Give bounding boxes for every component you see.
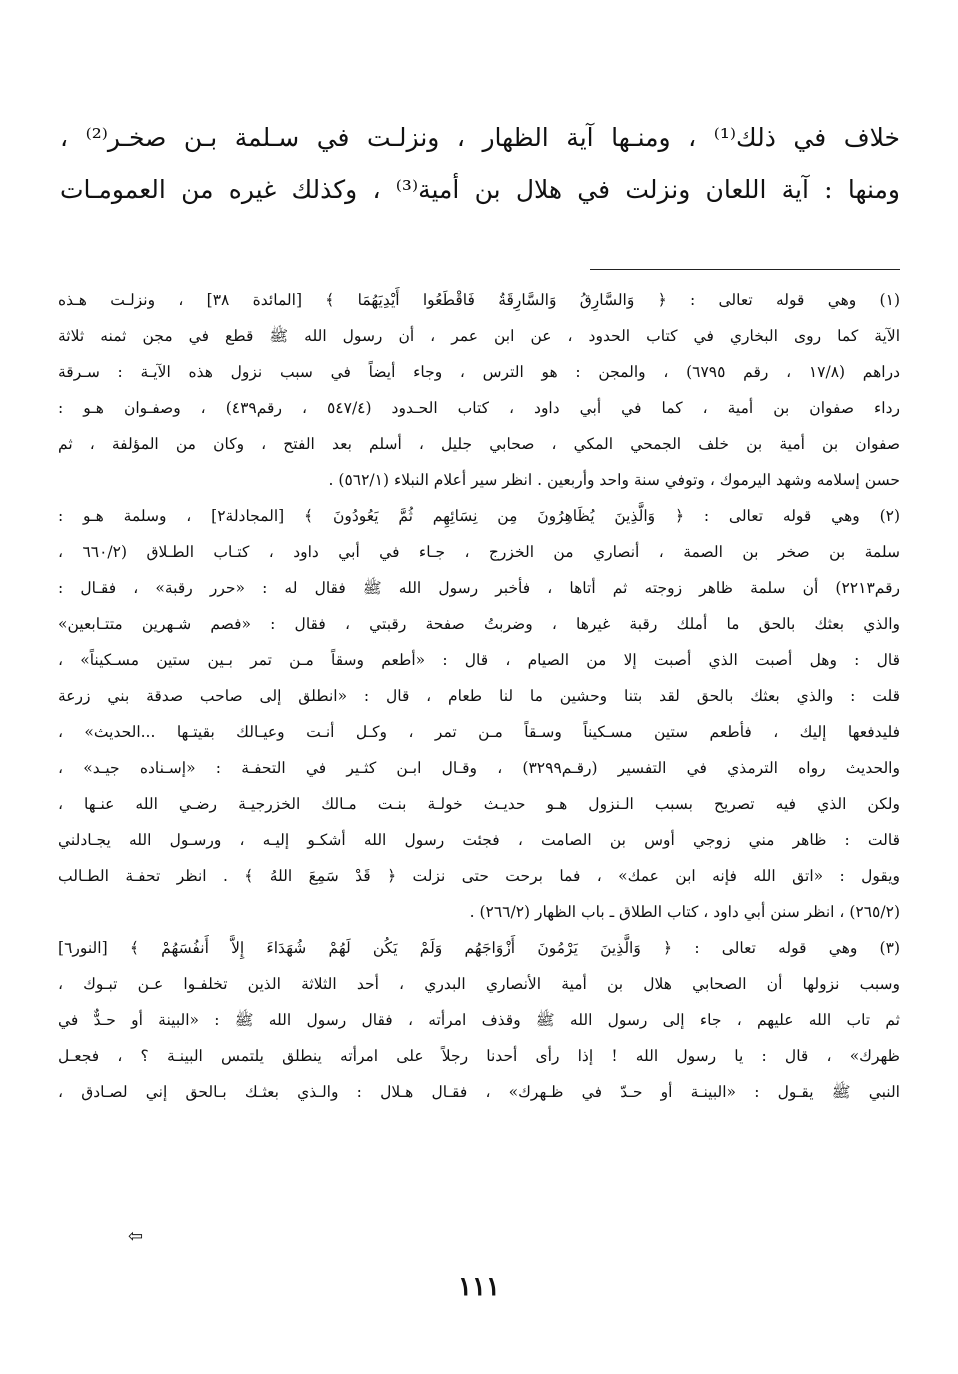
- main-text-line: خلاف في ذلك⁽¹⁾ ، ومنـها آية الظهار ، ونزلـت في سـلمة بـن صخـر⁽²⁾ ،: [60, 123, 900, 152]
- footnote-line: ويقول : «اتق الله فإنه ابن عمك» ، فما برحت حتى نزلت ﴿ قَدْ سَمِعَ اللهُ ﴾ . انظر تحفـة الطـالب: [58, 867, 900, 885]
- footnote-line: ظهرك» ، قال : يا رسول الله ! إذا رأى أحدنا رجلاً على امرأته ينطلق يلتمس البينـة ؟ ، فجعـل: [58, 1047, 900, 1065]
- footnote-line: فليدفعها إليك ، فأطعم ستين مسـكيناً وسـقاً مـن تمر ، وكـل أنـت وعيـالك بقيتـها ...الحديث» ،: [58, 723, 900, 741]
- footnote-line: الآية كما روى البخاري في كتاب الحدود ، عن ابن عمر ، أن رسول الله ﷺ قطع في مجن ثمنه ثلاثة: [58, 327, 900, 345]
- footnote-line: النبي ﷺ يقـول : «البينـة أو حـدّ في ظـهرك» ، فقـال هـلال : والـذي بعثـك بـالحق إني لصـادق ،: [58, 1083, 900, 1101]
- page-number: ١١١: [458, 1272, 500, 1302]
- footnote-line: ولكن الذي فيه تصريح بسبب الـنزول هـو حديـث خولـة بنـت مـالك الخزرجيـة رضـي الله عنـها ،: [58, 795, 900, 813]
- continued-arrow-icon: ⇦: [128, 1226, 144, 1247]
- footnote-line: دراهم (١٧/٨ ، رقم ٦٧٩٥) ، والمجن : هو الترس ، وجاء أيضاً في سبب نزول هذه الآيـة : سـرقة: [58, 363, 900, 381]
- main-text-line: ومنها : آية اللعان ونزلت في هلال بن أمية⁽³⁾ ، وكذلك غيره من العمومـات: [60, 175, 900, 204]
- footnote-line: سلمة بن صخر بن الصمة ، أنصاري من الخزرج ، جـاء في أبي داود ، كتـاب الطـلاق (٦٦٠/٢ ،: [58, 543, 900, 561]
- footnote-line: رداء صفوان بن أمية ، كما في أبي داود ، كتاب الحـدود (٥٤٧/٤ ، رقم٤٣٩) ، وصفـوان هـو :: [58, 399, 900, 417]
- footnote-separator: [590, 269, 900, 270]
- footnotes: [58, 282, 900, 1110]
- footnote-line: (٣) وهي قوله تعالى : ﴿ وَالَّذِينَ يَرْمُونَ أَزْوَاجَهُم وَلَمْ يَكُن لَهُمْ شُهَدَاءَ إِلاَّ أَنفُسَهُمْ ﴾ [النور٦]: [58, 939, 900, 957]
- footnote-line: قالت : ظاهر مني زوجي أوس بن الصامت ، فجئت رسول الله أشكـو إليـه ، ورسـول الله يجـادلني: [58, 831, 900, 849]
- footnote-line: حسن إسلامه وشهد اليرموك ، وتوفي سنة واحد وأربعين . انظر سير أعلام النبلاء (٥٦٢/١) .: [328, 471, 900, 489]
- footnote-line: (٢٦٥/٢) ، انظر سنن أبي داود ، كتاب الطلاق ـ باب الظهار (٢٦٦/٢) .: [469, 903, 900, 921]
- footnote-line: (١) وهي قوله تعالى : ﴿ وَالسَّارِقُ وَالسَّارِقَةُ فَاقْطَعُوا أَيْدِيَهُمَا ﴾ [المائدة ٣٨] ، ونزلـت هـذه: [58, 291, 900, 309]
- footnote-line: صفوان بن أمية بن خلف الجمحي المكي ، صحابي جليل ، أسلم بعد الفتح ، وكان من المؤلفة ، ثم: [58, 435, 900, 453]
- footnote-line: وسبب نزولها أن الصحابي هلال بن أمية الأنصاري البدري ، أحد الثلاثة الذين تخلفـوا عـن تبـوك ،: [58, 975, 900, 993]
- footnote-line: والحديث رواه الترمذي في التفسير (رقـم٣٢٩٩) ، وقـال ابـن كثـير في التحفـة : «إسـناده جيـد» ،: [58, 759, 900, 777]
- footnote-line: (٢) وهي قوله تعالى : ﴿ وَالَّذِينَ يُظَاهِرُونَ مِن نِسَائِهِم ثُمَّ يَعُودُونَ ﴾ [المجادلة٢] ، وسلمة هـو :: [58, 507, 900, 525]
- footnote-line: رقم٢٢١٣) أن سلمة ظاهر زوجته ثم أتاها ، فأخبر رسول الله ﷺ فقال له : «حرر رقبة» ، فقـال :: [58, 579, 900, 597]
- main-text: [60, 112, 900, 216]
- footnote-line: قال : وهل أصبت الذي أصبت إلا من الصيام ، قال : «أطعم وسقاً مـن تمر بـين ستين مسـكيناً» ،: [58, 651, 900, 669]
- footnote-line: ثم تاب الله عليهم ، جاء إلى رسول الله ﷺ وقذف امرأته ، فقال رسول الله ﷺ : «البينة أو حـدٌّ في: [58, 1011, 900, 1029]
- footnote-line: والذي بعثك بالحق ما أملك رقبة غيرها ، وضربتُ صفحة رقبتي ، فقال : «فصم شـهرين متتـابعين»: [58, 615, 900, 633]
- footnote-line: قلت : والذي بعثك بالحق لقد بتنا وحشين ما لنا طعام ، قال : «انطلق إلى صاحب صدقة بني زرعة: [58, 687, 900, 705]
